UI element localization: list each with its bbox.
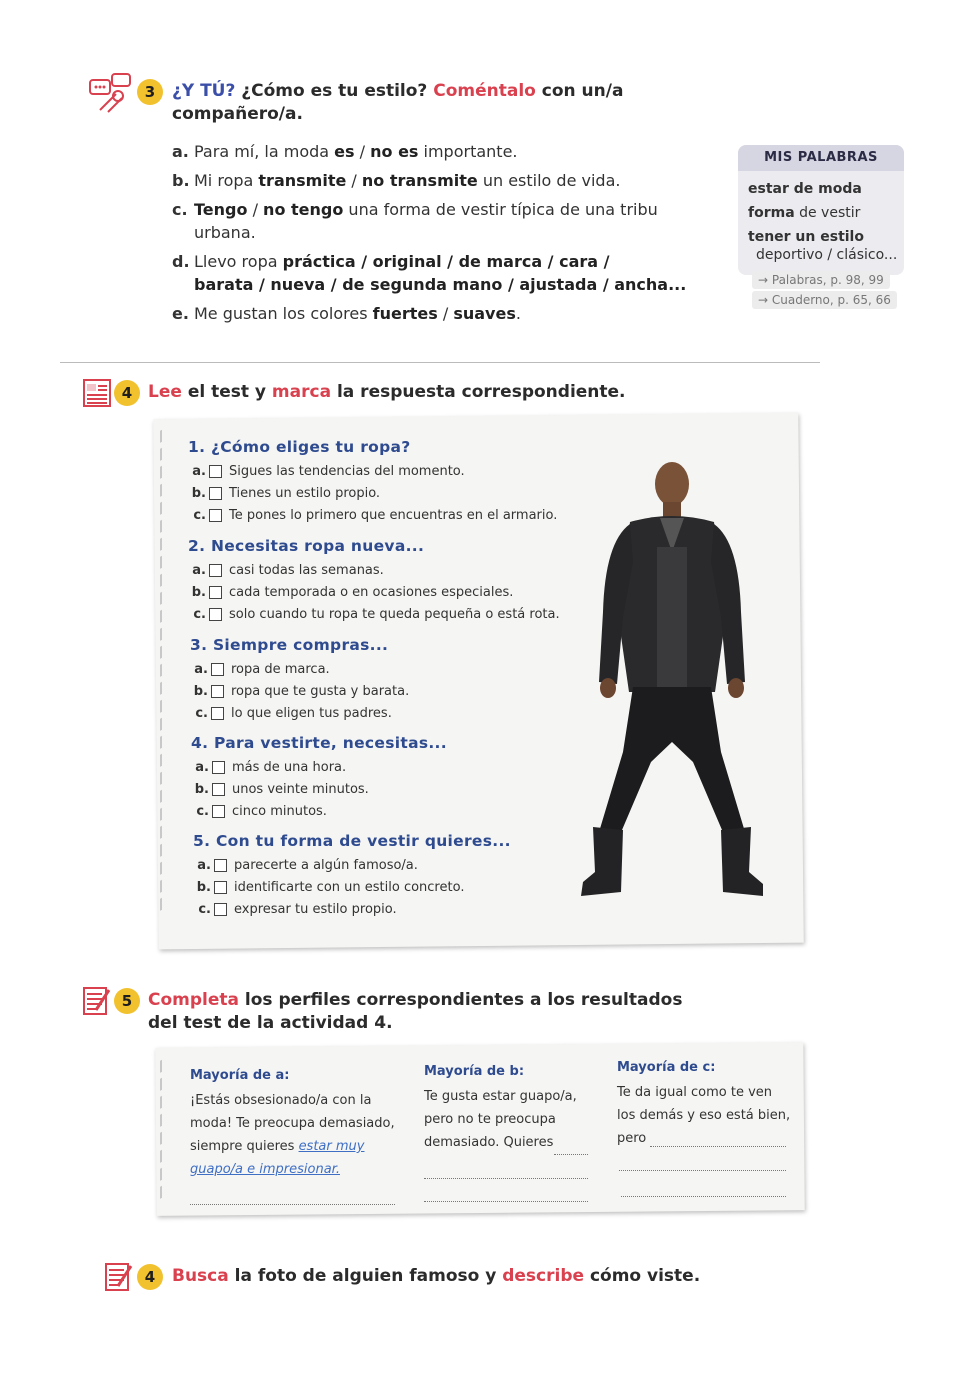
option-text: solo cuando tu ropa te queda pequeña o está rota. (229, 606, 560, 622)
answer-line[interactable] (424, 1200, 588, 1202)
word-3-line2: deportivo / clásico... (756, 247, 898, 263)
answer-line[interactable] (554, 1153, 588, 1155)
option: fuertes (372, 304, 438, 323)
title-comentalo: Coméntalo (433, 81, 536, 101)
text: importante. (418, 142, 518, 161)
item-e (172, 302, 732, 331)
profile-heading: Mayoría de b: (424, 1064, 525, 1079)
item-a (172, 140, 732, 169)
title-text: ¿Cómo es tu estilo? (235, 81, 434, 101)
answer-line[interactable] (424, 1177, 588, 1179)
text-document-icon (82, 378, 112, 408)
option: es (334, 142, 355, 161)
option: no es (370, 142, 419, 161)
mis-palabras-header: MIS PALABRAS (738, 145, 904, 171)
letter: b. (193, 683, 208, 699)
option-text: ropa de marca. (231, 661, 330, 677)
question-text: 5. Con tu forma de vestir quieres... (193, 832, 511, 850)
text: urbana. (194, 223, 256, 242)
ref-palabras[interactable]: → Palabras, p. 98, 99 (752, 271, 890, 289)
profile-line (190, 1135, 400, 1158)
option-b (193, 876, 593, 898)
exercise-3-number: 3 (137, 79, 163, 105)
letter: b. (172, 171, 190, 190)
text: Para mí, la moda (194, 142, 335, 161)
letter: c. (198, 901, 211, 917)
title-completa: Completa (148, 990, 239, 1010)
sep: / (437, 304, 454, 323)
letter: a. (172, 142, 189, 161)
notebook-spiral-2 (160, 1058, 170, 1202)
title-text-2: la respuesta correspondiente. (331, 382, 626, 402)
section-divider (60, 362, 820, 363)
options: barata / nueva / de segunda mano / ajustada / ancha... (194, 275, 687, 294)
word-2 (748, 204, 902, 228)
profile-line: los demás y eso está bien, (617, 1108, 791, 1123)
option-text: expresar tu estilo propio. (234, 901, 397, 917)
option-a (190, 658, 590, 680)
letter: a. (192, 463, 206, 479)
letter: a. (192, 562, 206, 578)
checkbox[interactable] (214, 859, 227, 872)
title-y-tu: ¿Y TÚ? (172, 81, 236, 101)
answer-line (190, 1203, 395, 1205)
checkbox[interactable] (209, 564, 222, 577)
checkbox[interactable] (212, 805, 225, 818)
exercise-6-title (172, 1265, 772, 1288)
option-a (188, 559, 588, 581)
item-c (172, 198, 732, 250)
checkbox[interactable] (209, 465, 222, 478)
handwritten-answer: estar muy (298, 1139, 365, 1154)
text: Me gustan los colores (194, 304, 373, 323)
question-4 (191, 734, 591, 822)
option-text: Tienes un estilo propio. (229, 485, 381, 501)
option-text: casi todas las semanas. (229, 562, 384, 578)
question-text: 1. ¿Cómo eliges tu ropa? (188, 438, 411, 456)
checkbox[interactable] (209, 586, 222, 599)
handwritten-answer-line2: guapo/a e impresionar. (190, 1162, 340, 1177)
option-text: más de una hora. (232, 759, 347, 775)
title-text: la foto de alguien famoso y (228, 1266, 503, 1286)
option-text: parecerte a algún famoso/a. (234, 857, 418, 873)
checkbox[interactable] (214, 903, 227, 916)
option: no transmite (361, 171, 478, 190)
exercise-3-items (172, 140, 732, 331)
title-text: el test y (181, 382, 272, 402)
sep: / (346, 171, 362, 190)
profile-heading: Mayoría de a: (190, 1068, 290, 1083)
word-rest: de vestir (794, 205, 861, 221)
exercise-6-number: 4 (137, 1264, 163, 1290)
option-text: ropa que te gusta y barata. (231, 683, 410, 699)
exercise-4-number: 4 (114, 380, 140, 406)
speech-bubbles-icon (88, 72, 134, 118)
option-text: cinco minutos. (232, 803, 327, 819)
title-marca: marca (271, 382, 332, 402)
checkbox[interactable] (212, 761, 225, 774)
option-c (188, 603, 588, 625)
profile-line: pero (617, 1131, 647, 1146)
letter: d. (172, 252, 190, 271)
options: práctica / original / de marca / cara / (282, 252, 610, 271)
option: suaves (453, 304, 516, 323)
letter: c. (172, 200, 188, 219)
option-b (188, 482, 588, 504)
letter: e. (172, 304, 189, 323)
profile-line: Te da igual como te ven (617, 1085, 773, 1100)
letter: a. (195, 759, 209, 775)
title-busca: Busca (172, 1266, 229, 1286)
letter: c. (196, 803, 209, 819)
text: una forma de vestir típica de una tribu (343, 200, 658, 219)
exercise-5-number: 5 (114, 988, 140, 1014)
question-text: 2. Necesitas ropa nueva... (188, 537, 425, 555)
option-a (191, 756, 591, 778)
sep: / (354, 142, 371, 161)
exercise-4-title (148, 381, 748, 404)
checkbox[interactable] (214, 881, 227, 894)
notebook-spiral (160, 428, 170, 914)
question-1 (188, 438, 588, 526)
option-b (191, 778, 591, 800)
checkbox[interactable] (211, 707, 224, 720)
option: transmite (258, 171, 347, 190)
profile-heading: Mayoría de c: (617, 1060, 716, 1075)
title-text-2: cómo viste. (584, 1266, 701, 1286)
option-text: Sigues las tendencias del momento. (229, 463, 465, 479)
exercise-3-title (172, 80, 732, 126)
word-1: estar de moda (748, 181, 862, 197)
option-a (193, 854, 593, 876)
profile-line: ¡Estás obsesionado/a con la (190, 1093, 372, 1108)
question-text: 4. Para vestirte, necesitas... (191, 734, 447, 752)
mis-palabras-list (748, 180, 902, 264)
profile-line: demasiado. Quieres (424, 1135, 554, 1150)
profile-line: pero no te preocupa (424, 1112, 556, 1127)
ref-cuaderno[interactable]: → Cuaderno, p. 65, 66 (752, 291, 897, 309)
question-3 (190, 636, 590, 724)
text: Llevo ropa (194, 252, 283, 271)
option-a (188, 460, 588, 482)
title-lee: Lee (148, 382, 182, 402)
letter: c. (193, 507, 206, 523)
text: Mi ropa (194, 171, 259, 190)
option-c (191, 800, 591, 822)
checkbox[interactable] (209, 487, 222, 500)
option-c (193, 898, 593, 920)
writing-document-icon-2 (104, 1262, 134, 1292)
answer-line[interactable] (621, 1195, 786, 1197)
letter: b. (191, 584, 206, 600)
item-d (172, 250, 732, 302)
profile-c (617, 1060, 792, 1150)
letter: a. (194, 661, 208, 677)
option: no tengo (263, 200, 344, 219)
checkbox[interactable] (211, 663, 224, 676)
word-3: tener un estilo (748, 229, 864, 245)
answer-line[interactable] (650, 1145, 786, 1147)
letter: b. (191, 485, 206, 501)
title-line2: del test de la actividad 4. (148, 1013, 393, 1033)
profile-b (424, 1064, 594, 1154)
letter: c. (195, 705, 208, 721)
option-text: unos veinte minutos. (232, 781, 369, 797)
letter: b. (194, 781, 209, 797)
option-text: Te pones lo primero que encuentras en el armario. (229, 507, 558, 523)
text: . (515, 304, 521, 323)
man-in-leather-jacket-photo (575, 452, 770, 902)
writing-document-icon (82, 986, 112, 1016)
letter: b. (196, 879, 211, 895)
letter: a. (197, 857, 211, 873)
sep: / (247, 200, 264, 219)
profile-a (190, 1068, 400, 1181)
question-text: 3. Siempre compras... (190, 636, 389, 654)
option-text: cada temporada o en ocasiones especiales. (229, 584, 514, 600)
profile-line: moda! Te preocupa demasiado, (190, 1116, 395, 1131)
option: Tengo (194, 200, 248, 219)
item-b (172, 169, 732, 198)
title-text: los perfiles correspondientes a los resultados (239, 990, 683, 1010)
option-text: lo que eligen tus padres. (231, 705, 392, 721)
option-c (190, 702, 590, 724)
text: un estilo de vida. (477, 171, 621, 190)
title-text-2: con un/a (535, 81, 624, 101)
profile-line: Te gusta estar guapo/a, (424, 1089, 577, 1104)
option-b (190, 680, 590, 702)
text: siempre quieres (190, 1139, 299, 1154)
option-b (188, 581, 588, 603)
checkbox[interactable] (212, 783, 225, 796)
checkbox[interactable] (211, 685, 224, 698)
question-5 (193, 832, 593, 920)
option-text: identificarte con un estilo concreto. (234, 879, 465, 895)
checkbox[interactable] (209, 509, 222, 522)
title-line2: compañero/a. (172, 104, 303, 124)
letter: c. (193, 606, 206, 622)
answer-line[interactable] (619, 1169, 786, 1171)
checkbox[interactable] (209, 608, 222, 621)
title-describe: describe (502, 1266, 585, 1286)
option-c (188, 504, 588, 526)
exercise-5-title (148, 989, 768, 1035)
question-2 (188, 537, 588, 625)
word: forma (748, 205, 795, 221)
